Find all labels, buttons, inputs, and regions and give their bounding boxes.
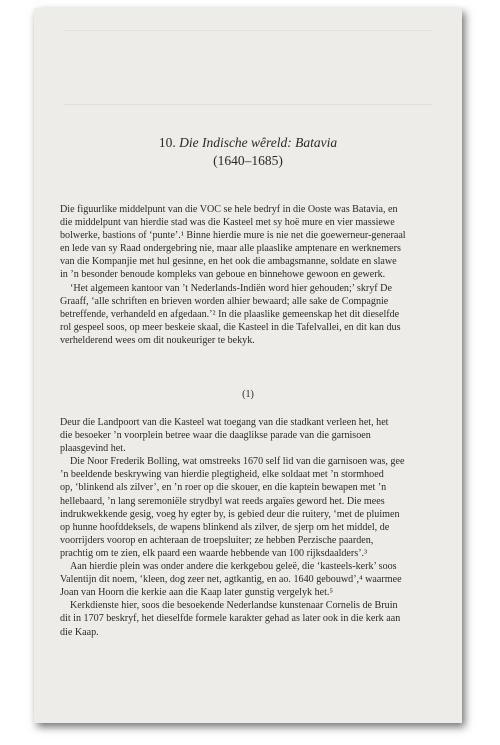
text-line: plaasgevind het. xyxy=(60,443,126,455)
text-line: Aan hierdie plein was onder andere die kerkgebou geleë, die ‘kasteels-kerk’ soos xyxy=(70,561,397,573)
chapter-title: Die Indische wêreld: Batavia xyxy=(179,135,338,150)
text-line: rol gespeel soos, op meer beskeie skaal, die Kasteel in die Tafelvallei, en dit kan dus xyxy=(60,321,401,333)
text-line: ’n beeldende beskrywing van hierdie plegtigheid, elke soldaat met ’n stormhoed xyxy=(60,469,384,481)
bleed-through-line xyxy=(64,30,432,31)
text-line: van die Kompanjie met hul gesinne, en het ook die ambagsmanne, soldate en slawe xyxy=(60,256,397,268)
body-text-bottom xyxy=(60,416,442,639)
text-line: indrukwekkende gesig, voeg hy egter by, is gebied deur die ruitery, ‘met de pluimen xyxy=(60,508,400,520)
bleed-through-line xyxy=(64,104,432,105)
text-line: Die figuurlike middelpunt van die VOC se hele bedryf in die Ooste was Batavia, en xyxy=(60,204,398,215)
text-line: dit in 1707 beskryf, het dieselfde formele karakter gehad as later ook in die kerk aan xyxy=(60,613,401,625)
text-line: Graaff, ‘alle schriften en brieven worden alhier bewaard; alle sake de Compagnie xyxy=(60,295,389,307)
text-line: ‘Het algemeen kantoor van ’t Nederlands-Indiën word hier gehouden;’ skryf De xyxy=(70,282,392,294)
text-line: die Kaap. xyxy=(60,626,99,638)
text-line: betreffende, verhandeld en afgedaan.’² In die plaaslike gemeenskap het dit dieselfde xyxy=(60,308,400,320)
chapter-years: (1640–1685) xyxy=(213,153,283,168)
chapter-number: 10. xyxy=(158,135,176,150)
paragraph xyxy=(60,416,442,455)
chapter-heading xyxy=(34,134,462,170)
paragraph xyxy=(60,599,442,638)
paragraph xyxy=(60,560,442,599)
text-line: bolwerke, bastions of ‘punte’.¹ Binne hierdie mure is nie net die goewerneur-generaal xyxy=(60,230,406,242)
section-marker: (1) xyxy=(242,389,254,400)
text-line: prachtig om te zien, elk paard een waarde hebbende van 100 rijksdaalders’.³ xyxy=(60,547,368,559)
paragraph xyxy=(60,282,442,347)
text-line: op, ‘blinkend als zilver’, en ’n roer op die skouer, en die kaptein bewapen met ’n xyxy=(60,482,387,494)
book-page xyxy=(34,8,462,723)
text-line: voorrijders voorop en achteraan de troepsluiter; ze hebben Perzische paarden, xyxy=(60,534,374,546)
text-line: Die Noor Frederik Bolling, wat omstreeks 1670 self lid van die garnisoen was, gee xyxy=(70,456,405,468)
text-line: Deur die Landpoort van die Kasteel wat toegang van die stadkant verleen het, het xyxy=(60,417,389,428)
chapter-title-line xyxy=(34,134,462,152)
text-line: Valentijn dit noem, ‘kleen, dog zeer net, agtkantig, en ao. 1640 gebouwd’,⁴ waarmee xyxy=(60,574,402,586)
text-line: Joan van Hoorn die kerkie aan die Kaap later gunstig vergelyk het.⁵ xyxy=(60,587,333,599)
text-line: die besoeker ’n voorplein betree waar die daaglikse parade van die garnisoen xyxy=(60,430,371,442)
text-line: en lede van sy Raad ondergebring nie, maar alle plaaslike amptenare en werknemers xyxy=(60,243,401,255)
text-line: verhelderend wees om dit noukeuriger te bekyk. xyxy=(60,334,255,346)
body-text-top xyxy=(60,203,442,347)
text-line: die middelpunt van hierdie stad was die Kasteel met sy hoë mure en vier massiewe xyxy=(60,217,395,229)
paragraph xyxy=(60,455,442,560)
text-line: in ’n besonder benoude kompleks van geboue en binnehowe gewoon en gewerk. xyxy=(60,269,386,281)
text-line: op hunne hoofddeksels, de wapens blinkend als zilver, de sjerp om het middel, de xyxy=(60,521,390,533)
paragraph xyxy=(60,203,442,282)
text-line: Kerkdienste hier, soos die besoekende Nederlandse kunstenaar Cornelis de Bruin xyxy=(70,600,398,612)
text-line: hellebaard, ’n lang seremoniële strydbyl wat reeds argaïes geword het. Die mees xyxy=(60,495,385,507)
